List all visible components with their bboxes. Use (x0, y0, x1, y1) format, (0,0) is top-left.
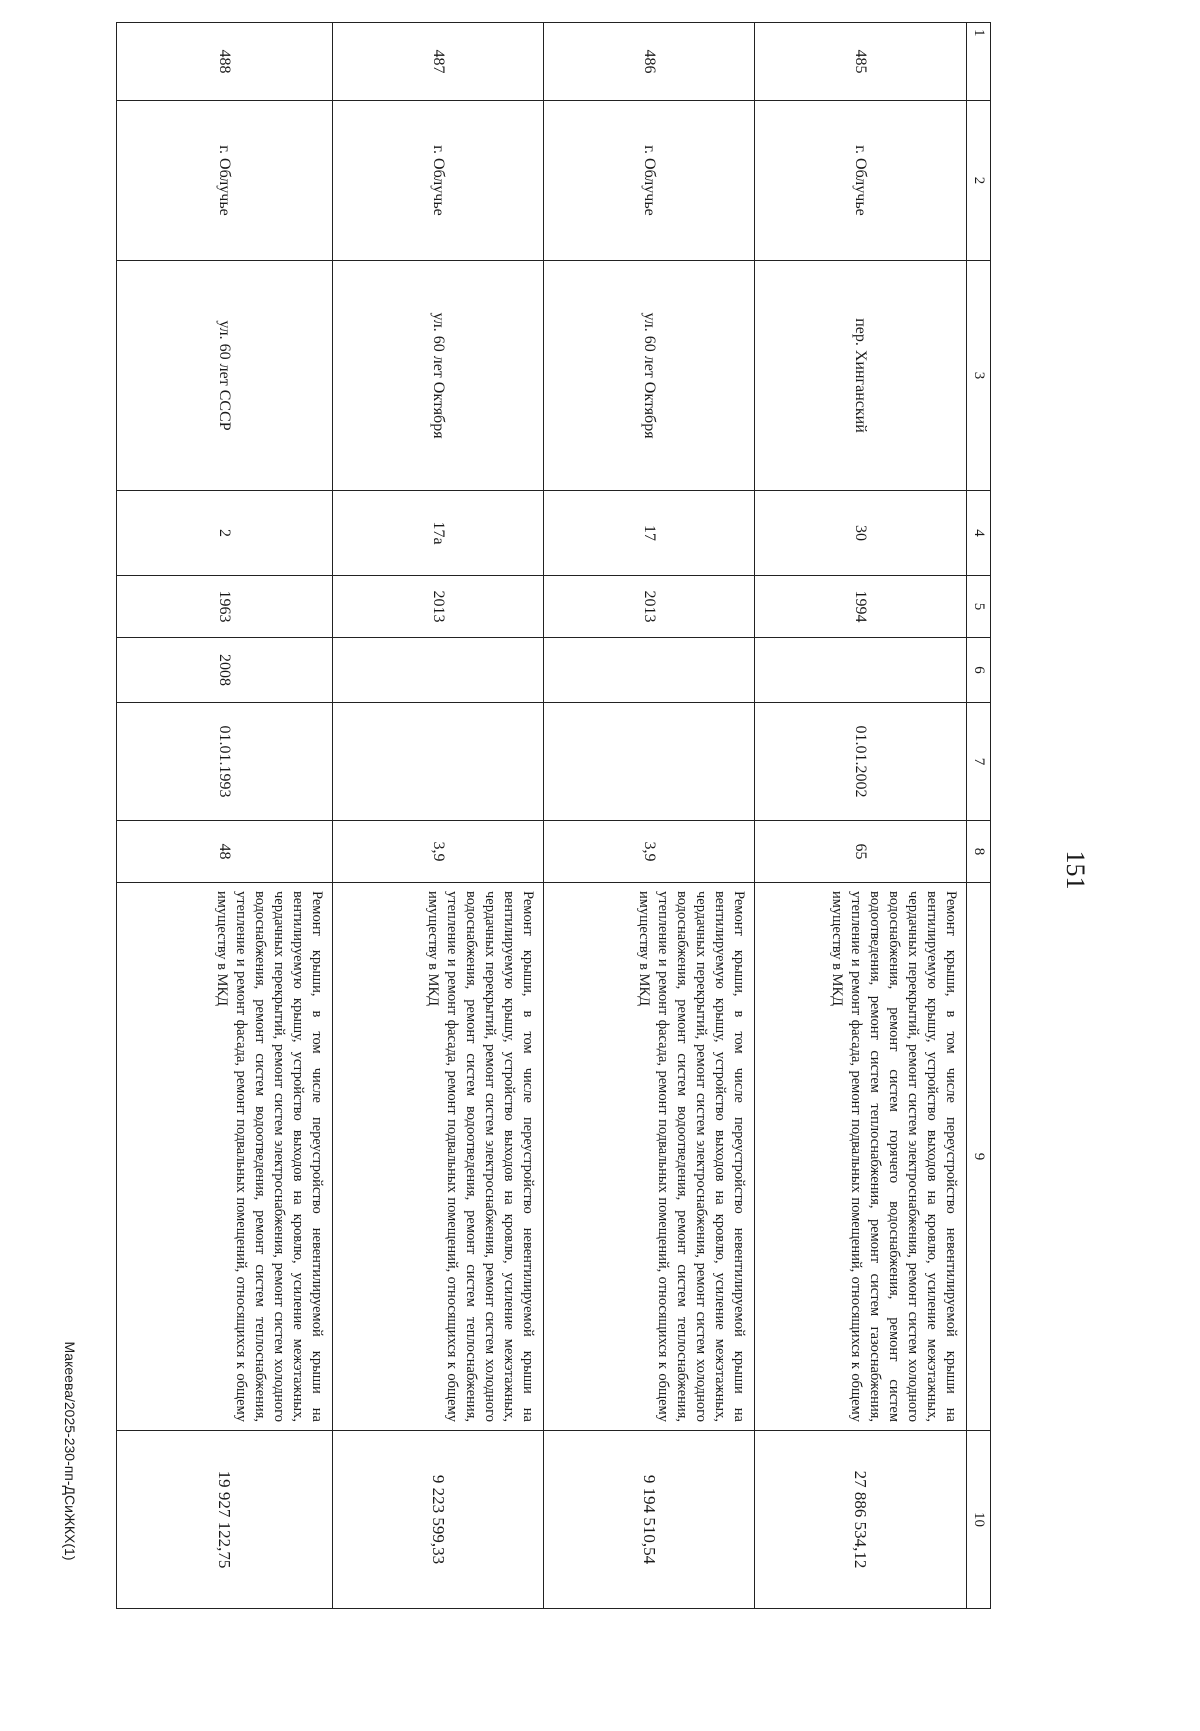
street-cell: ул. 60 лет Октября (332, 261, 543, 491)
date-cell: 01.01.2002 (754, 703, 967, 821)
year-built-cell: 1963 (117, 576, 333, 638)
column-number: 1 (967, 23, 991, 101)
table-row (543, 23, 754, 1609)
row-number: 486 (543, 23, 754, 101)
row-number: 485 (754, 23, 967, 101)
column-number: 7 (967, 703, 991, 821)
city-cell: г. Облучье (117, 101, 333, 261)
date-cell: 01.01.1993 (117, 703, 333, 821)
value-cell: 65 (754, 821, 967, 883)
table-row (332, 23, 543, 1609)
rotated-table-container (116, 22, 991, 1608)
year-reconstructed-cell (332, 638, 543, 703)
column-number: 4 (967, 491, 991, 576)
table-row (117, 23, 333, 1609)
footer-document-id: Макеева/2025-230-пп-ДСиЖКХ(1) (62, 1341, 78, 1561)
column-number: 3 (967, 261, 991, 491)
column-number: 5 (967, 576, 991, 638)
street-cell: ул. 60 лет СССР (117, 261, 333, 491)
value-cell: 3,9 (543, 821, 754, 883)
house-cell: 2 (117, 491, 333, 576)
cost-cell: 27 886 534,12 (754, 1431, 967, 1609)
column-number: 6 (967, 638, 991, 703)
works-cell: Ремонт крыши, в том числе переустройство невентилируемой крыши на вентилируемую крышу, устройство выходов на кровлю, усиление межэтажных, чердачных перекрытий, ремонт систем электроснабжения, ремонт систем холодного водоснабжения, ремонт систем водоотведения, ремонт систем теплоснабжения, утепление и ремонт фасада, ремонт подвальных помещений, относящихся к общему имуществу в МКД (332, 883, 543, 1431)
city-cell: г. Облучье (754, 101, 967, 261)
column-number: 10 (967, 1431, 991, 1609)
street-cell: ул. 60 лет Октября (543, 261, 754, 491)
year-reconstructed-cell: 2008 (117, 638, 333, 703)
cost-cell: 9 194 510,54 (543, 1431, 754, 1609)
house-cell: 17 (543, 491, 754, 576)
year-built-cell: 2013 (543, 576, 754, 638)
page-number: 151 (1061, 850, 1090, 890)
year-built-cell: 2013 (332, 576, 543, 638)
value-cell: 48 (117, 821, 333, 883)
date-cell (332, 703, 543, 821)
column-number: 2 (967, 101, 991, 261)
year-built-cell: 1994 (754, 576, 967, 638)
column-number: 8 (967, 821, 991, 883)
repair-program-table (116, 22, 991, 1609)
value-cell: 3,9 (332, 821, 543, 883)
city-cell: г. Облучье (543, 101, 754, 261)
works-cell: Ремонт крыши, в том числе переустройство невентилируемой крыши на вентилируемую крышу, устройство выходов на кровлю, усиление межэтажных, чердачных перекрытий, ремонт систем электроснабжения, ремонт систем холодного водоснабжения, ремонт систем водоотведения, ремонт систем теплоснабжения, утепление и ремонт фасада, ремонт подвальных помещений, относящихся к общему имуществу в МКД (117, 883, 333, 1431)
year-reconstructed-cell (543, 638, 754, 703)
house-cell: 30 (754, 491, 967, 576)
works-cell: Ремонт крыши, в том числе переустройство невентилируемой крыши на вентилируемую крышу, устройство выходов на кровлю, усиление межэтажных, чердачных перекрытий, ремонт систем электроснабжения, ремонт систем холодного водоснабжения, ремонт систем горячего водоснабжения, ремонт систем водоотведения, ремонт систем теплоснабжения, ремонт систем газоснабжения, утепление и ремонт фасада, ремонт подвальных помещений, относящихся к общему имуществу в МКД (754, 883, 967, 1431)
city-cell: г. Облучье (332, 101, 543, 261)
house-cell: 17а (332, 491, 543, 576)
cost-cell: 9 223 599,33 (332, 1431, 543, 1609)
works-cell: Ремонт крыши, в том числе переустройство невентилируемой крыши на вентилируемую крышу, устройство выходов на кровлю, усиление межэтажных, чердачных перекрытий, ремонт систем электроснабжения, ремонт систем холодного водоснабжения, ремонт систем водоотведения, ремонт систем теплоснабжения, утепление и ремонт фасада, ремонт подвальных помещений, относящихся к общему имуществу в МКД (543, 883, 754, 1431)
row-number: 488 (117, 23, 333, 101)
table-row (754, 23, 967, 1609)
column-number-row (967, 23, 991, 1609)
column-number: 9 (967, 883, 991, 1431)
date-cell (543, 703, 754, 821)
row-number: 487 (332, 23, 543, 101)
year-reconstructed-cell (754, 638, 967, 703)
cost-cell: 19 927 122,75 (117, 1431, 333, 1609)
street-cell: пер. Хинганский (754, 261, 967, 491)
